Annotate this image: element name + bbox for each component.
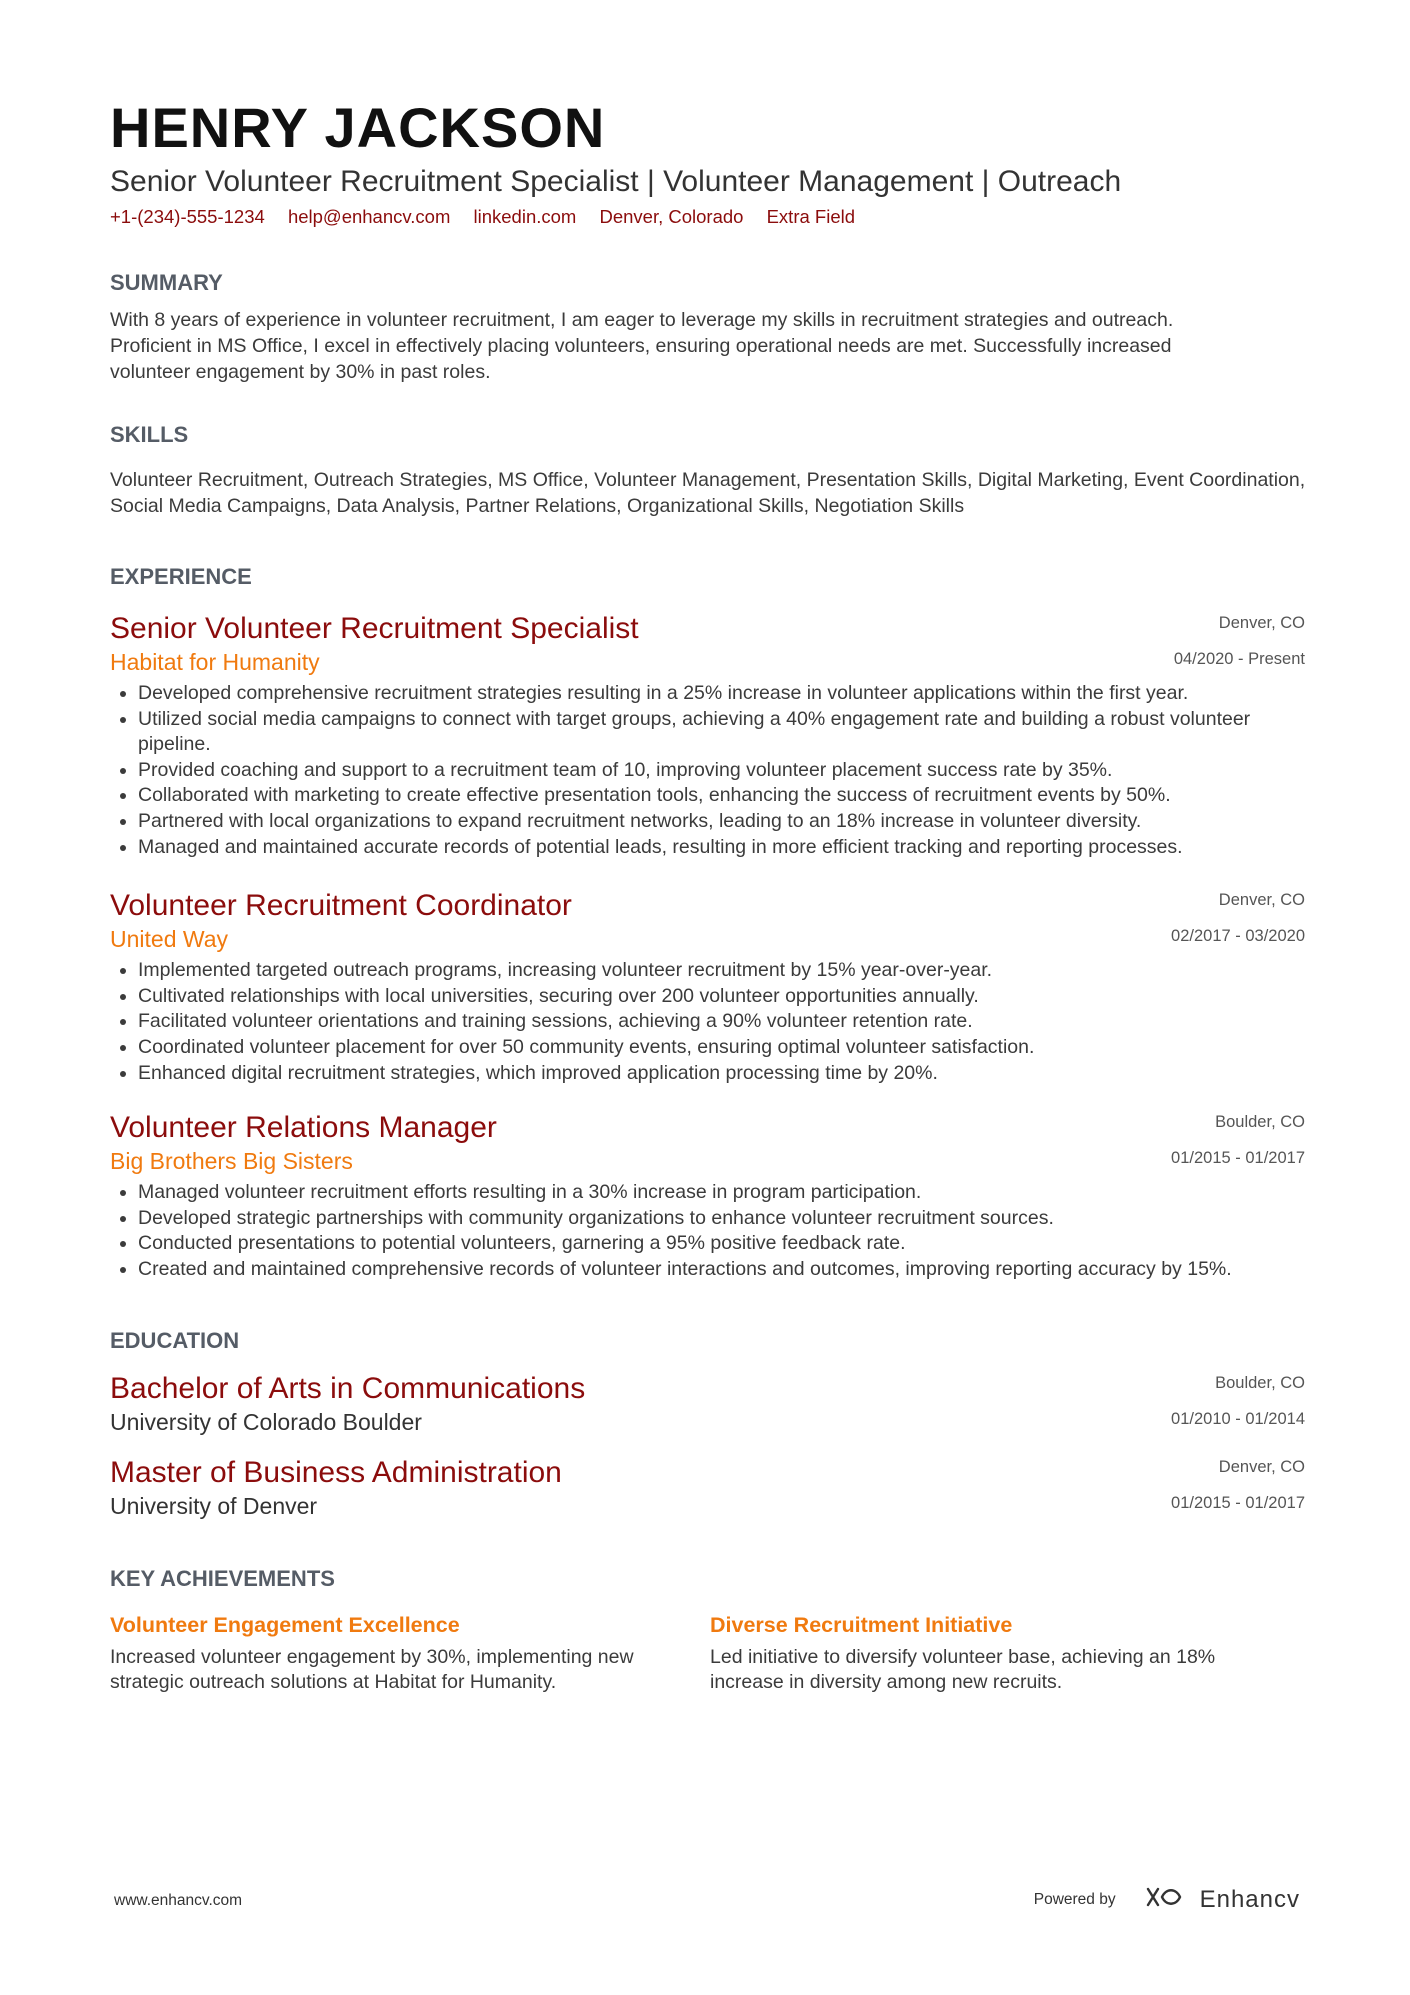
job-bullets <box>110 681 1308 860</box>
bullet-item: • Cultivated relationships with local universities, securing over 200 volunteer opportunities annually. <box>138 984 1308 1010</box>
footer-website[interactable]: www.enhancv.com <box>114 1892 243 1909</box>
company-name: Big Brothers Big Sisters <box>110 1148 353 1175</box>
school-location: Boulder, CO <box>1215 1373 1305 1392</box>
contact-extra: Extra Field <box>766 206 856 227</box>
bullet-item: • Utilized social media campaigns to connect with target groups, achieving a 40% engagement rate and building a robust volunteer pipeline. <box>138 707 1308 758</box>
school-dates: 01/2010 - 01/2014 <box>1171 1409 1305 1428</box>
degree-title: Master of Business Administration <box>110 1455 562 1489</box>
achievements-grid <box>110 1611 1310 1696</box>
enhancv-logo-icon <box>1142 1885 1188 1914</box>
education-entry <box>110 1455 1305 1521</box>
achievements-heading: KEY ACHIEVEMENTS <box>110 1565 335 1591</box>
experience-entry <box>110 1110 1305 1282</box>
achievement-desc: Led initiative to diversify volunteer base, achieving an 18% increase in diversity among new recruits. <box>710 1645 1216 1694</box>
job-dates: 02/2017 - 03/2020 <box>1171 927 1305 946</box>
job-location: Boulder, CO <box>1215 1113 1305 1132</box>
achievement-name: Volunteer Engagement Excellence <box>110 1612 460 1637</box>
school-name: University of Denver <box>110 1492 318 1519</box>
bullet-item: • Managed and maintained accurate records of potential leads, resulting in more efficient tracking and reporting processes. <box>138 835 1308 861</box>
bullet-item: • Facilitated volunteer orientations and training sessions, achieving a 90% volunteer retention rate. <box>138 1009 1308 1035</box>
school-name: University of Colorado Boulder <box>110 1408 422 1435</box>
experience-entry <box>110 888 1305 1086</box>
job-title: Volunteer Recruitment Coordinator <box>110 889 572 923</box>
bullet-item: • Implemented targeted outreach programs, increasing volunteer recruitment by 15% year-over-year. <box>138 958 1308 984</box>
achievement-item <box>710 1611 1252 1696</box>
education-entry <box>110 1371 1305 1437</box>
contact-linkedin[interactable]: linkedin.com <box>473 206 577 227</box>
job-bullets <box>110 958 1308 1086</box>
job-dates: 04/2020 - Present <box>1173 650 1305 668</box>
job-location: Denver, CO <box>1218 891 1305 910</box>
bullet-item: • Developed comprehensive recruitment strategies resulting in a 25% increase in volunteer applications within the first year. <box>138 681 1308 707</box>
job-title: Volunteer Relations Manager <box>110 1111 497 1145</box>
powered-by-label: Powered by <box>1033 1890 1116 1908</box>
job-location: Denver, CO <box>1218 614 1305 632</box>
achievement-item <box>110 1611 652 1696</box>
contact-location: Denver, Colorado <box>599 206 744 227</box>
enhancv-brand-text: Enhancv <box>1199 1885 1300 1913</box>
job-dates: 01/2015 - 01/2017 <box>1171 1149 1305 1168</box>
achievement-name: Diverse Recruitment Initiative <box>710 1612 1013 1637</box>
summary-heading: SUMMARY <box>110 270 223 295</box>
bullet-item: • Conducted presentations to potential volunteers, garnering a 95% positive feedback rate. <box>138 1231 1308 1257</box>
job-bullets <box>110 1180 1308 1282</box>
contact-phone[interactable]: +1-(234)-555-1234 <box>110 206 265 227</box>
company-name: United Way <box>110 926 229 953</box>
candidate-name: HENRY JACKSON <box>110 96 606 159</box>
experience-heading: EXPERIENCE <box>110 564 252 589</box>
bullet-item: • Coordinated volunteer placement for over 50 community events, ensuring optimal volunteer satisfaction. <box>138 1035 1308 1061</box>
contact-email[interactable]: help@enhancv.com <box>287 206 451 227</box>
resume-content <box>110 95 1310 1696</box>
skills-heading: SKILLS <box>110 422 189 447</box>
experience-entry <box>110 611 1305 860</box>
school-dates: 01/2015 - 01/2017 <box>1171 1493 1305 1512</box>
bullet-item: • Enhanced digital recruitment strategies, which improved application processing time by 20%. <box>138 1061 1308 1087</box>
job-title: Senior Volunteer Recruitment Specialist <box>110 612 639 645</box>
school-location: Denver, CO <box>1218 1457 1305 1476</box>
degree-title: Bachelor of Arts in Communications <box>110 1371 586 1405</box>
bullet-item: • Provided coaching and support to a recruitment team of 10, improving volunteer placement success rate by 35%. <box>138 758 1308 784</box>
bullet-item: • Collaborated with marketing to create effective presentation tools, enhancing the success of recruitment events by 50%. <box>138 783 1308 809</box>
education-heading: EDUCATION <box>110 1327 240 1353</box>
skills-text: Volunteer Recruitment, Outreach Strategies, MS Office, Volunteer Management, Presentation Skills, Digital Marketing, Event Coordination, Social Media Campaigns, Data Analysis, Partner Relations, Organizational Skills, Negotiation Skills <box>110 469 1306 517</box>
summary-text: With 8 years of experience in volunteer recruitment, I am eager to leverage my skills in recruitment strategies and outreach. Proficient in MS Office, I excel in effectively placing volunteers, ensuring operational needs are met. Successfully increased volunteer engagement by 30% in past roles. <box>110 309 1174 383</box>
contact-line <box>110 205 1310 229</box>
achievement-desc: Increased volunteer engagement by 30%, implementing new strategic outreach solutions at Habitat for Humanity. <box>110 1645 634 1694</box>
bullet-item: • Managed volunteer recruitment efforts resulting in a 30% increase in program participation. <box>138 1180 1308 1206</box>
company-name: Habitat for Humanity <box>110 649 320 675</box>
footer-branding <box>1034 1885 1300 1914</box>
bullet-item: • Partnered with local organizations to expand recruitment networks, leading to an 18% increase in volunteer diversity. <box>138 809 1308 835</box>
bullet-item: • Developed strategic partnerships with community organizations to enhance volunteer recruitment sources. <box>138 1206 1308 1232</box>
candidate-headline: Senior Volunteer Recruitment Specialist | Volunteer Management | Outreach <box>110 165 1122 198</box>
bullet-item: • Created and maintained comprehensive records of volunteer interactions and outcomes, improving reporting accuracy by 15%. <box>138 1257 1308 1283</box>
